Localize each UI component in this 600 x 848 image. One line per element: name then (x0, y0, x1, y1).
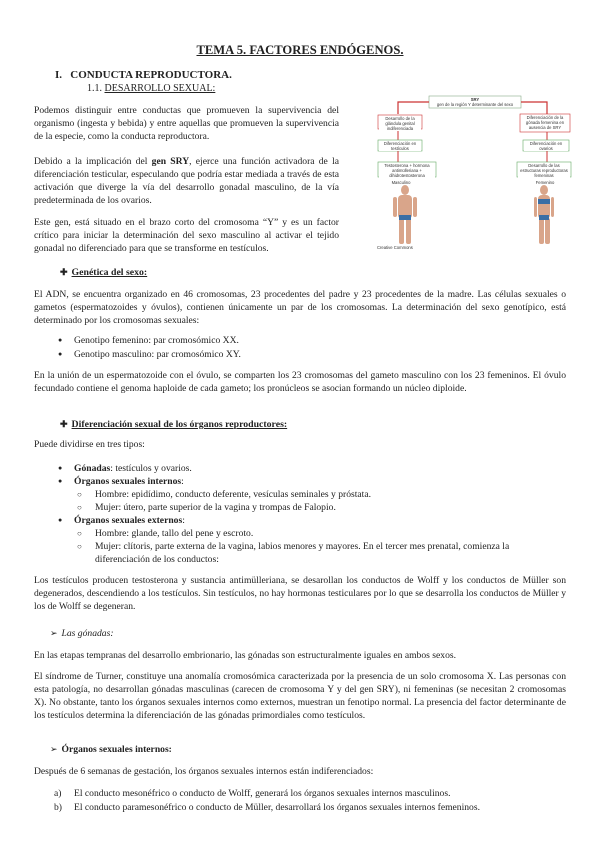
item-a-label: a) (54, 788, 62, 799)
gonadas-text: : testículos y ovarios. (110, 463, 192, 474)
circle-icon: ○ (77, 542, 82, 551)
diagram-left-1: Desarrollo de la glándula genital indiferenciada (379, 116, 421, 131)
subsection-number: 1.1. (87, 83, 102, 94)
item-b-label: b) (54, 802, 62, 813)
section-label: CONDUCTA REPRODUCTORA. (70, 69, 232, 81)
diagram-right-2: Diferenciación en ovarios (524, 141, 568, 151)
sry-diagram (377, 94, 573, 254)
subsection-heading (87, 82, 215, 95)
genetica-heading-text: Genética del sexo: (71, 267, 148, 278)
gonadas-heading-text: Las gónadas: (61, 628, 114, 639)
externos-hombre: Hombre: glande, tallo del pene y escroto. (95, 528, 254, 539)
gen-sry: gen SRY (151, 156, 190, 167)
diagram-right-3: Desarrollo de las estructuras reproductoras femeninas (518, 163, 570, 178)
testiculos-paragraph: Los testículos producen testosterona y sustancia antimülleriana, se desarollan los conductos de Wolff y los conductos de Müller son degenerados, descendiendo a los testículos. Sin testículos, no hay hormonas testiculares por lo que se desarrolla los conductos de Müller y los de Wolff se degeneran. (34, 575, 566, 612)
pin-icon: ✚ (60, 419, 68, 429)
bullet-icon: ● (58, 464, 63, 472)
externos-label: Órganos sexuales externos (74, 515, 183, 526)
item-a: El conducto mesonéfrico o conducto de Wolff, generará los órganos sexuales internos masculinos. (74, 788, 451, 799)
pin-icon: ✚ (60, 267, 68, 277)
diagram-top-sub: gen de la región Y determinante del sexo (430, 102, 520, 107)
circle-icon: ○ (77, 529, 82, 538)
diagram-female-caption: Femenino (535, 180, 555, 185)
diagram-left-2: Diferenciación en testículos (379, 141, 421, 151)
internos-hombre: Hombre: epidídimo, conducto deferente, vesículas seminales y próstata. (95, 489, 372, 500)
page-title: TEMA 5. FACTORES ENDÓGENOS. (196, 43, 404, 57)
diferenciacion-intro: Puede dividirse en tres tipos: (34, 439, 145, 450)
female-figure (534, 185, 554, 244)
section-number: I. (55, 69, 63, 81)
intro-p2-end: , ejerce una función activadora de la diferenciación testicular, especulando que podría estar mediada a través de esta activación que diverge la vía del desarrollo gonadal masculino, de la vía predeterminada de los ovarios. (34, 156, 339, 206)
bullet-icon: ● (58, 516, 63, 524)
genetica-paragraph-2: En la unión de un espermatozoide con el óvulo, se comparten los 23 cromosomas del gameto masculino con los 23 femeninos. El óvulo fecundado contiene el genoma haploide de cada gameto; los pronúcleos se asocian formando un núcleo diploide. (34, 370, 566, 394)
intro-p2-start: Debido a la implicación del (34, 156, 152, 167)
circle-icon: ○ (77, 490, 82, 499)
diagram-credit: Creative Commons (377, 245, 413, 250)
gonadas-paragraph-2: El síndrome de Turner, constituye una anomalía cromosómica caracterizada por la presencia de un solo cromosoma X. Las personas con esta patología, no desarrollan gónadas masculinas (carecen de cromosoma Y y del gen SRY), ni femeninas (se necesitan 2 cromosomas X). No obstante, tanto los órganos sexuales internos como externos, muestran un fenotipo normal. La presencia del factor determinante de los testículos determina la diferenciación de las gónadas primordiales como testículos. (34, 671, 566, 721)
diagram-top-title: SRY (430, 97, 520, 102)
diagram-right-1: Diferenciación de la gónada femenina en ausencia de SRY (521, 115, 569, 130)
diagram-male-caption: Masculino (391, 180, 411, 185)
internos-label: Órganos sexuales internos (74, 476, 182, 487)
internos-item: Órganos sexuales internos: (74, 476, 184, 487)
intro-paragraph-1: Podemos distinguir entre conductas que promueven la supervivencia del organismo (ingesta y bebida) y entre aquellas que promueven la supervivencia de la especie, como la conducta reproductora. (34, 105, 339, 142)
genotipo-masculino: Genotipo masculino: par cromosómico XY. (74, 349, 241, 360)
genetica-paragraph-1: El ADN, se encuentra organizado en 46 cromosomas, 23 procedentes del padre y 23 procedentes de la madre. Las células sexuales o gametos (espermatozoides y óvulos), contienen únicamente un par de los cromosomas. La determinación del sexo genotípico, está determinado por los cromosomas sexuales: (34, 289, 566, 326)
intro-paragraph-2 (34, 155, 339, 207)
arrow-icon: ➢ (50, 744, 58, 754)
gonadas-item (74, 462, 192, 475)
gonadas-paragraph-1: En las etapas tempranas del desarrollo embrionario, las gónadas son estructuralmente iguales en ambos sexos. (34, 650, 456, 661)
arrow-icon: ➢ (50, 628, 58, 638)
male-figure (393, 185, 417, 244)
subsection-label: DESARROLLO SEXUAL: (104, 83, 216, 94)
internos-heading (50, 743, 172, 756)
genetica-heading (60, 266, 147, 279)
diferenciacion-heading (60, 418, 287, 431)
internos-mujer: Mujer: útero, parte superior de la vagina y trompas de Falopio. (95, 502, 336, 513)
bullet-icon: ● (58, 350, 63, 358)
gonadas-label: Gónadas (74, 463, 111, 474)
internos-heading-text: Órganos sexuales internos: (61, 744, 172, 755)
internos-paragraph: Después de 6 semanas de gestación, los órganos sexuales internos están indiferenciados: (34, 766, 374, 777)
diferenciacion-heading-text: Diferenciación sexual de los órganos reproductores: (71, 419, 288, 430)
item-b: El conducto paramesonéfrico o conducto de Müller, desarrollará los órganos sexuales internos femeninos. (74, 802, 480, 813)
intro-paragraph-3: Este gen, está situado en el brazo corto del cromosoma “Y” y es un factor crítico para iniciar la determinación del sexo masculino al activar el tejido gonadal no diferenciado para que se transforme en testículos. (34, 217, 339, 254)
bullet-icon: ● (58, 477, 63, 485)
gonadas-heading (50, 627, 114, 640)
externos-mujer: Mujer: clítoris, parte externa de la vagina, labios menores y mayores. En el tercer mes prenatal, comienza la diferenciación de los conductos: (95, 541, 510, 565)
section-heading (55, 69, 232, 82)
bullet-icon: ● (58, 336, 63, 344)
circle-icon: ○ (77, 503, 82, 512)
externos-item: Órganos sexuales externos: (74, 515, 185, 526)
genotipo-femenino: Genotipo femenino: par cromosómico XX. (74, 335, 239, 346)
diagram-left-3: Testosterona + hormona antimülleriana + dihidrotestosterona (379, 163, 435, 178)
